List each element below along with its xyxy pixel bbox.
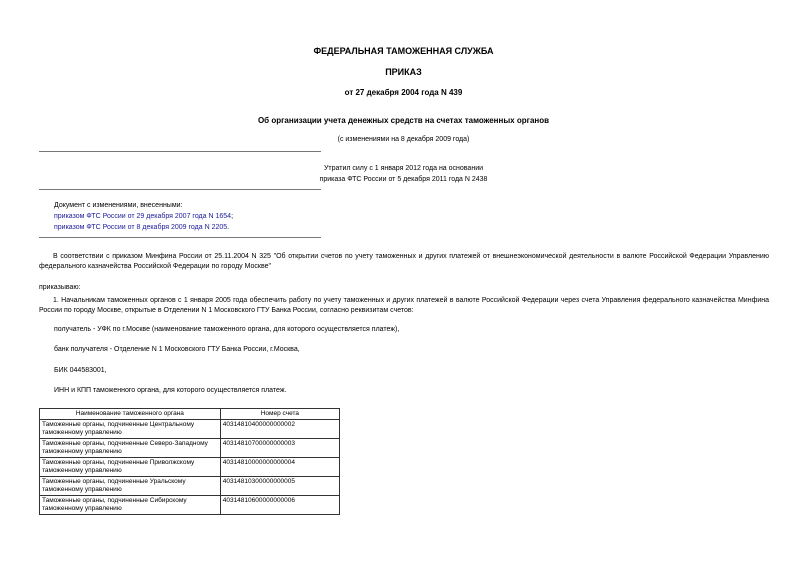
account-number: 40314810300000000005 — [220, 477, 339, 496]
inn-line: ИНН и КПП таможенного органа, для которого осуществляется платеж. — [54, 387, 287, 394]
divider — [39, 237, 321, 238]
recipient-line: получатель - УФК по г.Москве (наименование таможенного органа, для которого осуществляется платеж), — [54, 326, 400, 333]
account-number: 40314810400000000002 — [220, 420, 339, 439]
item-1-paragraph — [39, 296, 769, 316]
preamble-paragraph — [39, 252, 769, 272]
amendment-link-2009-tail: . — [227, 224, 230, 231]
table-row — [40, 439, 340, 458]
amendment-link-2007-tail: ; — [231, 213, 234, 220]
bank-line: банк получателя - Отделение N 1 Московского ГТУ Банка России, г.Москва, — [54, 346, 300, 353]
doc-date: от 27 декабря 2004 года N 439 — [344, 88, 463, 97]
account-number: 40314810600000000006 — [220, 496, 339, 515]
header-account: Номер счета — [220, 409, 339, 420]
customs-body-name: Таможенные органы, подчиненные Приволжскому таможенному управлению — [40, 458, 221, 477]
preamble-text: В соответствии с приказом Минфина России от 25.11.2004 N 325 "Об открытии счетов по учету таможенных и других платежей от внешнеэкономической деятельности в валюте Российской Федерации Управлению федерального казначейства Российской Федерации по городу Москве" — [39, 253, 769, 270]
table-row — [40, 477, 340, 496]
divider — [39, 189, 321, 190]
order-word: приказываю: — [39, 284, 81, 291]
org-name: ФЕДЕРАЛЬНАЯ ТАМОЖЕННАЯ СЛУЖБА — [313, 46, 494, 56]
status-line-1: Утратил силу с 1 января 2012 года на основании — [323, 165, 484, 172]
amended-note: (с изменениями на 8 декабря 2009 года) — [337, 136, 470, 143]
table-row — [40, 458, 340, 477]
table-row — [40, 420, 340, 439]
account-number: 40314810000000000004 — [220, 458, 339, 477]
customs-body-name: Таможенные органы, подчиненные Сибирскому таможенному управлению — [40, 496, 221, 515]
amendment-link-2007[interactable]: приказом ФТС России от 29 декабря 2007 года N 1654 — [54, 213, 232, 220]
accounts-table — [39, 408, 340, 515]
doc-type: ПРИКАЗ — [385, 67, 422, 77]
status-line-2: приказа ФТС России от 5 декабря 2011 года N 2438 — [319, 176, 488, 183]
bik-line: БИК 044583001, — [54, 367, 107, 374]
divider — [39, 151, 321, 152]
customs-body-name: Таможенные органы, подчиненные Уральскому таможенному управлению — [40, 477, 221, 496]
customs-body-name: Таможенные органы, подчиненные Северо-Западному таможенному управлению — [40, 439, 221, 458]
account-number: 40314810700000000003 — [220, 439, 339, 458]
customs-body-name: Таможенные органы, подчиненные Центральному таможенному управлению — [40, 420, 221, 439]
table-row — [40, 496, 340, 515]
table-header-row — [40, 409, 340, 420]
item-1-text: 1. Начальникам таможенных органов с 1 января 2005 года обеспечить работу по учету таможенных и других платежей в валюте Российской Федерации через счета Управления федерального казначейства Минфина России по городу Москве, открытые в Отделении N 1 Московского ГТУ Банка России, согласно реквизитам счетов: — [39, 297, 769, 314]
amendment-link-2009[interactable]: приказом ФТС России от 8 декабря 2009 года N 2205 — [54, 224, 228, 231]
changes-intro: Документ с изменениями, внесенными: — [54, 202, 183, 209]
doc-title: Об организации учета денежных средств на счетах таможенных органов — [257, 116, 550, 125]
changes-item-2 — [54, 223, 229, 232]
header-name: Наименование таможенного органа — [40, 409, 221, 420]
changes-item-1 — [54, 212, 233, 221]
